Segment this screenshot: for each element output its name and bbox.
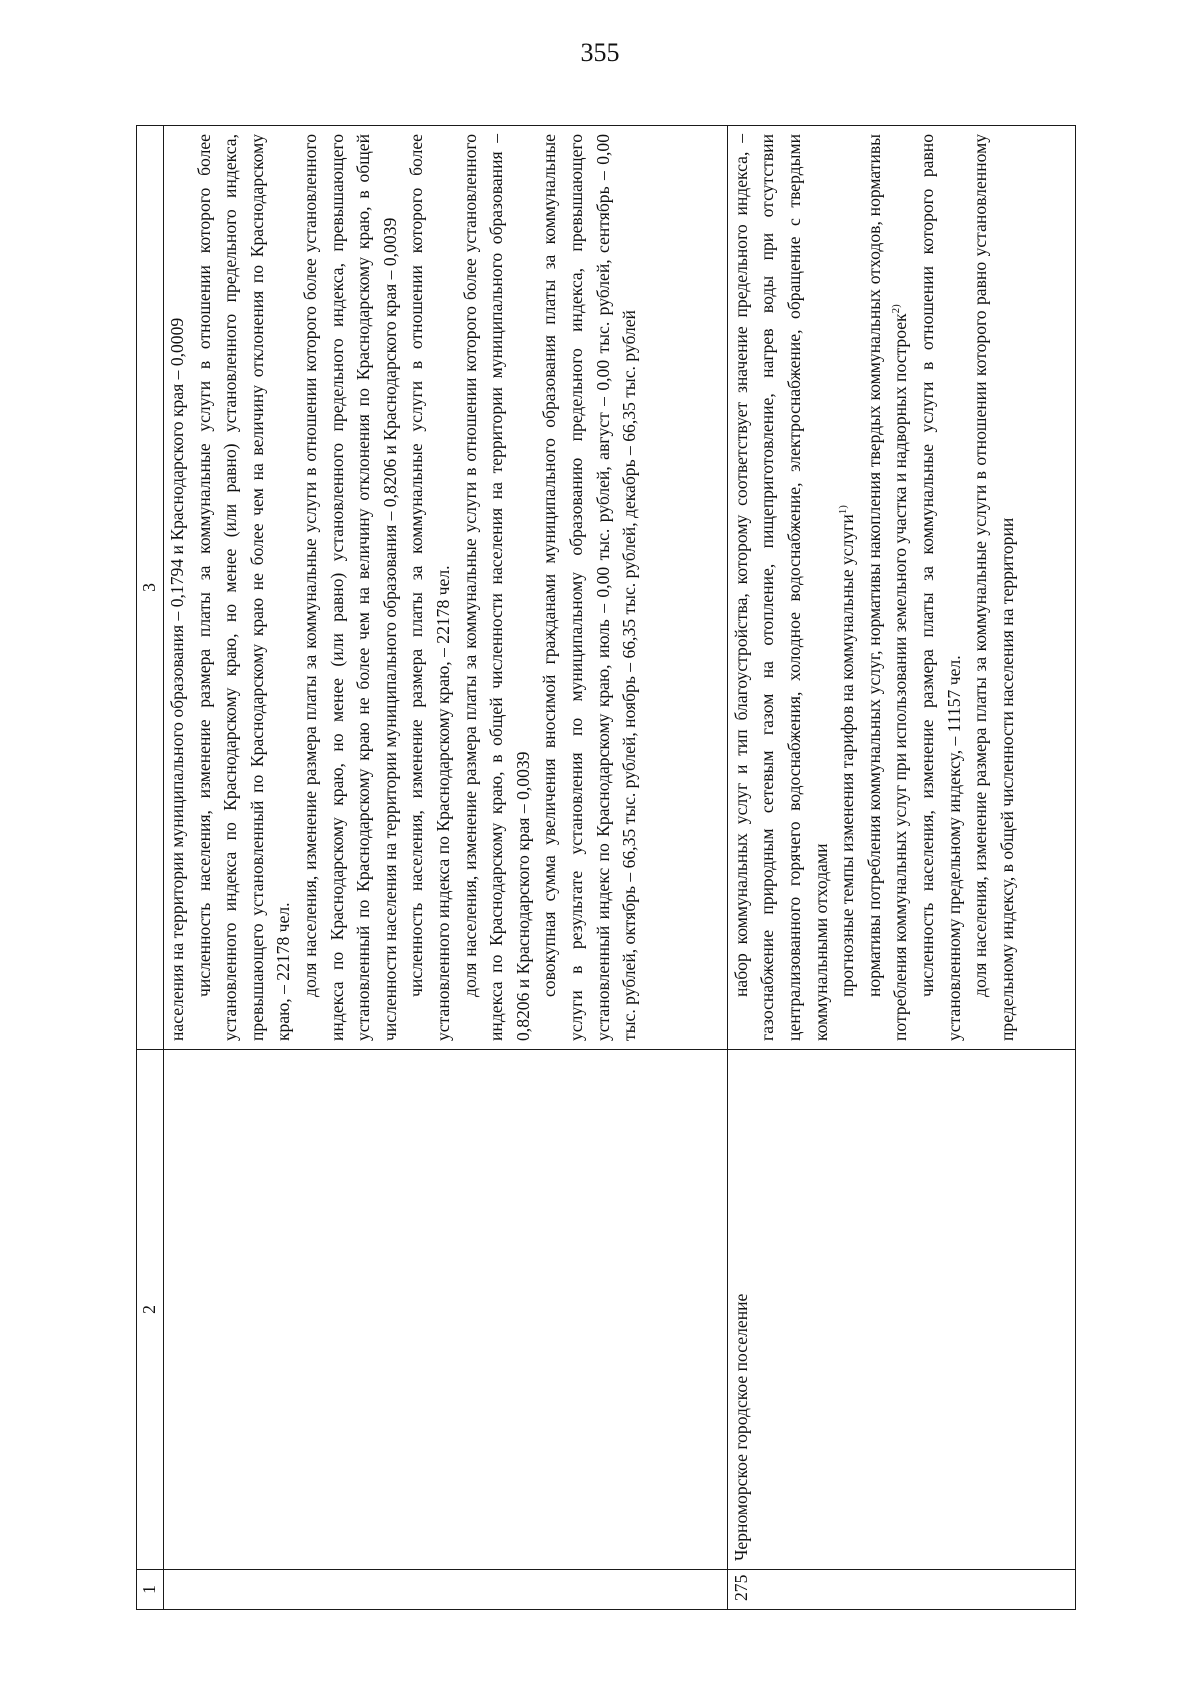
description-paragraph: набор коммунальных услуг и тип благоустройства, которому соответствует значение предельного индекса, – газоснабжение природным сетевым газом на отопление, пищеприготовление, нагрев воды при отсутствии централизованного горячего водоснабжения, холодное водоснабжение, электроснабжение, обращение с твердыми коммунальными отходами (730, 134, 831, 1041)
footnote-marker: 2) (890, 304, 903, 314)
page-number: 355 (580, 38, 620, 67)
row-number: 275 (727, 1570, 1075, 1610)
description-cell (727, 126, 1075, 1050)
description-paragraph: совокупная сумма увеличения вносимой гражданами муниципального образования платы за коммунальные услуги в результате установления по муниципальному образованию предельного индекса, превышающего установленный индекс по Краснодарскому краю, июль – 0,00 тыс. рублей, август – 0,00 тыс. рублей, сентябрь – 0,00 тыс. рублей, октябрь – 66,35 тыс. рублей, ноябрь – 66,35 тыс. рублей, декабрь – 66,35 тыс. рублей (539, 134, 640, 1041)
description-paragraph: численность населения, изменение размера платы за коммунальные услуги в отношении которого более установленного индекса по Краснодарскому краю, но менее (или равно) установленного предельного индекса, превышающего установленный по Краснодарскому краю не более чем на величину отклонения по Краснодарскому краю, – 22178 чел. (193, 134, 294, 1041)
description-paragraph (834, 134, 861, 1041)
rotated-table-area (136, 126, 1076, 1610)
description-paragraph: численность населения, изменение размера платы за коммунальные услуги в отношении которого более установленного индекса по Краснодарскому краю, – 22178 чел. (406, 134, 453, 1041)
description-paragraph (861, 134, 914, 1041)
description-paragraph: доля населения, изменение размера платы за коммунальные услуги в отношении которого равно установленному предельному индексу, в общей численности населения на территории (970, 134, 1017, 1041)
table-row (727, 126, 1075, 1610)
description-cell (164, 126, 728, 1050)
paragraph-text: прогнозные темпы изменения тарифов на коммунальные услуги (837, 514, 858, 997)
data-table (136, 125, 1076, 1610)
row-number (164, 1570, 728, 1610)
table-row (164, 126, 728, 1610)
municipality-name: Черноморское городское поселение (727, 1050, 1075, 1570)
description-paragraph: численность населения, изменение размера платы за коммунальные услуги в отношении которого равно установленному предельному индексу, – 11157 чел. (916, 134, 964, 1041)
description-paragraph: населения на территории муниципального образования – 0,1794 и Краснодарского края – 0,0009 (167, 317, 187, 1041)
footnote-marker: 1) (837, 505, 850, 515)
description-paragraph: доля населения, изменение размера платы за коммунальные услуги в отношении которого более установленного индекса по Краснодарскому краю, в общей численности населения на территории муниципального образования – 0,8206 и Краснодарского края – 0,0039 (459, 134, 533, 1041)
header-col-1: 1 (137, 1570, 164, 1610)
paragraph-text: нормативы потребления коммунальных услуг, нормативы накопления твердых коммунальных отходов, нормативы потребления коммунальных услуг при использовании земельного участка и надворных построек (863, 134, 911, 1041)
header-col-3: 3 (137, 126, 164, 1050)
description-paragraph: доля населения, изменение размера платы за коммунальные услуги в отношении которого более установленного индекса по Краснодарскому краю, но менее (или равно) установленного предельного индекса, превышающего установленный по Краснодарскому краю не более чем на величину отклонения по Краснодарскому краю, в общей численности населения на территории муниципального образования – 0,8206 и Краснодарского края – 0,0039 (299, 134, 400, 1041)
municipality-name (164, 1050, 728, 1570)
header-col-2: 2 (137, 1050, 164, 1570)
header-row (137, 126, 164, 1610)
